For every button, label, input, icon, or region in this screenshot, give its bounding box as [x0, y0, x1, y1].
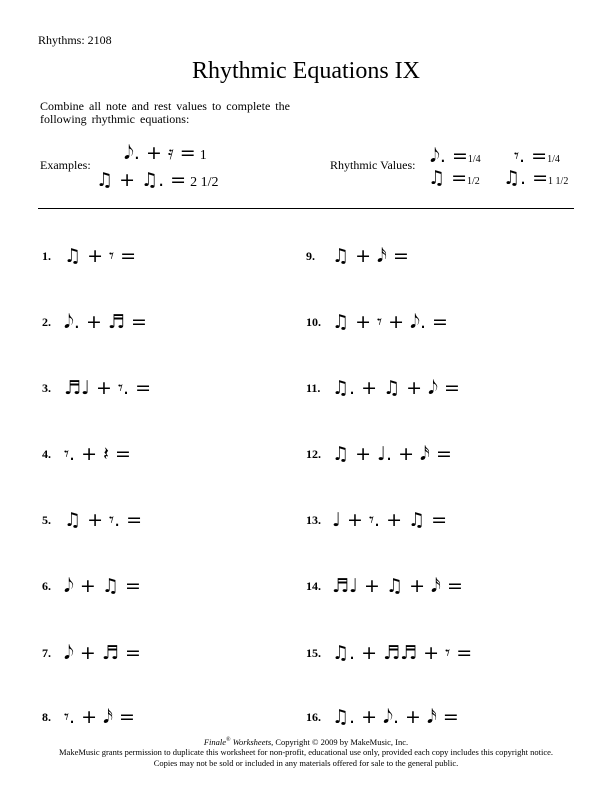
problem-expression: ♫. + 𝅘𝅥𝅮. + 𝅘𝅥𝅯 = — [332, 706, 459, 728]
rhythmic-value-1-value: 1/4 — [467, 154, 481, 165]
worksheet-id: Rhythms: 2108 — [38, 33, 112, 47]
problem-number: 9. — [306, 249, 315, 263]
rhythmic-value-2-symbol: 𝄾. = — [514, 145, 548, 167]
example-2-expr: ♫ + ♫. = — [96, 169, 187, 191]
problem-number: 10. — [306, 315, 321, 329]
rhythmic-value-3-value: 1/2 — [467, 176, 480, 187]
problem-number: 16. — [306, 710, 321, 724]
rhythmic-value-3 — [428, 167, 480, 193]
rhythmic-value-1-symbol: 𝅘𝅥𝅮. = — [430, 145, 468, 167]
problem-expression: ♬♩ + 𝄾. = — [64, 377, 152, 399]
problem-expression: ♫ + ♩. + 𝅘𝅥𝅯 = — [332, 443, 452, 465]
example-row-2 — [96, 169, 218, 194]
rhythmic-value-2-value: 1/4 — [547, 154, 560, 165]
problem-number: 7. — [42, 646, 51, 660]
problem-expression: ♩ + 𝄾. + ♫ = — [332, 509, 448, 531]
examples-label: Examples: — [40, 158, 91, 172]
problem-expression: ♫ + 𝄾 = — [64, 245, 137, 267]
problem-number: 15. — [306, 646, 321, 660]
footer-brand: Finale — [203, 736, 227, 747]
footer-line-3: Copies may not be sold or included in any materials offered for sale to the general public. — [153, 757, 459, 768]
problem-expression: ♫. + ♬♬ + 𝄾 = — [332, 642, 473, 664]
problem-expression: 𝅘𝅥𝅮 + ♬ = — [64, 642, 141, 664]
instructions: Combine all note and rest values to complete the following rhythmic equations: — [40, 99, 290, 126]
rhythmic-values-label: Rhythmic Values: — [330, 158, 416, 172]
problem-number: 13. — [306, 513, 321, 527]
problem-expression: ♫ + 𝄾. = — [64, 509, 143, 531]
footer-brand-mark: ® — [226, 737, 231, 743]
example-1-expr: 𝅘𝅥𝅮. + 𝄿 = — [124, 142, 196, 164]
footer-line-2: MakeMusic grants permission to duplicate this worksheet for non-profit, educational use only, provided each copy includes this copyright notice. — [59, 747, 553, 758]
example-1-result: 1 — [199, 148, 207, 163]
problem-expression: ♫ + 𝄾 + 𝅘𝅥𝅮. = — [332, 311, 448, 333]
example-row-1 — [124, 142, 207, 167]
problem-number: 3. — [42, 381, 51, 395]
page-title: Rhythmic Equations IX — [192, 58, 420, 84]
problem-expression: 𝄾. + 𝄽 = — [64, 443, 131, 465]
problem-number: 12. — [306, 447, 321, 461]
problem-number: 14. — [306, 579, 321, 593]
problem-expression: ♬♩ + ♫ + 𝅘𝅥𝅯 = — [332, 575, 463, 597]
problem-number: 4. — [42, 447, 51, 461]
problem-number: 2. — [42, 315, 51, 329]
problem-expression: ♫. + ♫ + 𝅘𝅥𝅮 = — [332, 377, 460, 399]
problem-expression: 𝅘𝅥𝅮 + ♫ = — [64, 575, 141, 597]
problem-number: 5. — [42, 513, 51, 527]
problem-expression: ♫ + 𝅘𝅥𝅯 = — [332, 245, 409, 267]
problem-number: 6. — [42, 579, 51, 593]
copyright-footer — [0, 735, 612, 768]
problem-expression: 𝄾. + 𝅘𝅥𝅯 = — [64, 706, 135, 728]
rhythmic-value-4-symbol: ♫. = — [503, 167, 549, 189]
problem-expression: 𝅘𝅥𝅮. + ♬ = — [64, 311, 147, 333]
footer-copyright: , Copyright © 2009 by MakeMusic, Inc. — [271, 736, 409, 747]
problem-number: 8. — [42, 710, 51, 724]
rhythmic-value-4 — [503, 167, 568, 193]
footer-brand-rest: Worksheets — [230, 736, 272, 747]
rhythmic-value-4-value: 1 1/2 — [548, 176, 569, 187]
problem-number: 1. — [42, 249, 51, 263]
footer-line-1 — [0, 735, 612, 747]
rhythmic-value-3-symbol: ♫ = — [428, 167, 467, 189]
problem-number: 11. — [306, 381, 321, 395]
example-2-result: 2 1/2 — [190, 175, 219, 190]
divider — [38, 208, 574, 209]
